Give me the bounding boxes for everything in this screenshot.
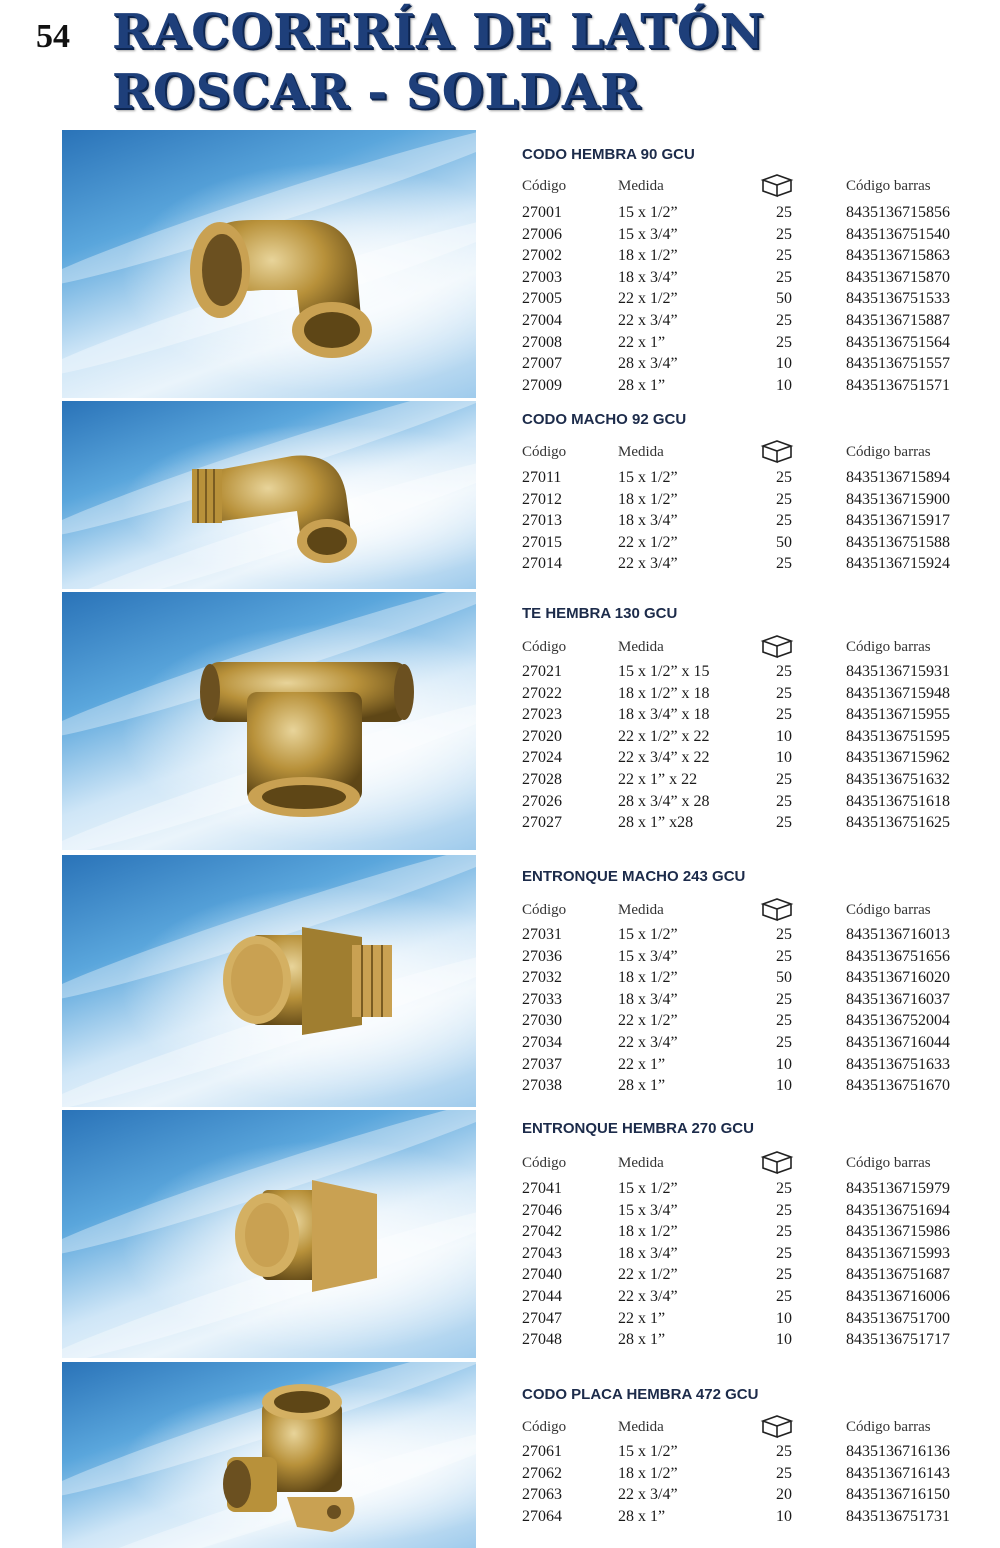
photo-te-hembra	[62, 592, 476, 850]
product-code: 27024	[522, 749, 562, 767]
product-size: 22 x 3/4”	[618, 1486, 678, 1504]
box-quantity: 25	[776, 1012, 792, 1030]
product-size: 28 x 3/4” x 28	[618, 792, 710, 810]
table-row	[518, 1443, 988, 1464]
box-quantity: 20	[776, 1486, 792, 1504]
photo-entronque-hembra	[62, 1110, 476, 1358]
box-quantity: 25	[776, 792, 792, 810]
section-title: ENTRONQUE MACHO 243 GCU	[522, 868, 746, 885]
box-quantity: 25	[776, 247, 792, 265]
product-code: 27032	[522, 969, 562, 987]
tee-fitting-icon	[62, 592, 476, 850]
box-quantity: 25	[776, 490, 792, 508]
barcode: 8435136716013	[846, 926, 950, 943]
photo-entronque-macho	[62, 855, 476, 1107]
product-code: 27011	[522, 469, 562, 486]
table-row	[518, 793, 988, 814]
table-row	[518, 969, 988, 990]
box-quantity: 10	[776, 1077, 792, 1095]
box-icon	[760, 1149, 794, 1175]
col-barcode-header: Código barras	[846, 1155, 931, 1171]
product-code: 27042	[522, 1223, 562, 1241]
product-code: 27033	[522, 990, 562, 1008]
product-size: 22 x 1/2”	[618, 290, 678, 308]
table-row	[518, 926, 988, 947]
product-size: 22 x 1”	[618, 1055, 666, 1073]
page-subtitle: ROSCAR - SOLDAR	[112, 64, 642, 120]
box-icon	[760, 1413, 794, 1439]
box-quantity: 10	[776, 1507, 792, 1525]
product-size: 22 x 1/2”	[618, 1012, 678, 1030]
table-row	[518, 512, 988, 533]
product-size: 28 x 1”	[618, 376, 666, 394]
barcode: 8435136715993	[846, 1244, 950, 1262]
table-row	[518, 814, 988, 835]
col-size-header: Medida	[618, 178, 664, 194]
col-code-header: Código	[522, 639, 567, 655]
barcode: 8435136715931	[846, 663, 950, 680]
product-size: 15 x 3/4”	[618, 225, 678, 243]
col-size-header: Medida	[618, 902, 664, 918]
product-size: 22 x 1”	[618, 333, 666, 351]
box-icon	[760, 896, 794, 922]
product-size: 18 x 1/2”	[618, 1464, 678, 1482]
product-size: 18 x 1/2”	[618, 1223, 678, 1241]
barcode: 8435136715924	[846, 555, 950, 573]
table-header	[518, 902, 988, 923]
col-code-header: Código	[522, 1419, 567, 1435]
section-title: CODO PLACA HEMBRA 472 GCU	[522, 1386, 759, 1403]
product-code: 27064	[522, 1507, 562, 1525]
product-size: 15 x 1/2”	[618, 204, 678, 221]
product-code: 27008	[522, 333, 562, 351]
barcode: 8435136751595	[846, 727, 950, 745]
product-code: 27015	[522, 533, 562, 551]
box-quantity: 25	[776, 1244, 792, 1262]
product-code: 27012	[522, 490, 562, 508]
barcode: 8435136751717	[846, 1331, 950, 1349]
barcode: 8435136751571	[846, 376, 950, 394]
table-row	[518, 1331, 988, 1352]
table-row	[518, 377, 988, 398]
barcode: 8435136751540	[846, 225, 950, 243]
col-barcode-header: Código barras	[846, 639, 931, 655]
table-header	[518, 178, 988, 199]
barcode: 8435136752004	[846, 1012, 950, 1030]
barcode: 8435136751533	[846, 290, 950, 308]
product-code: 27044	[522, 1288, 562, 1305]
product-code: 27020	[522, 727, 562, 745]
product-size: 22 x 1”	[618, 1309, 666, 1327]
table-row	[518, 534, 988, 555]
product-code: 27040	[522, 1266, 562, 1284]
product-size: 28 x 1”	[618, 1077, 666, 1095]
barcode: 8435136715955	[846, 706, 950, 724]
table-row	[518, 247, 988, 268]
box-quantity: 50	[776, 290, 792, 308]
table-row	[518, 948, 988, 969]
product-size: 18 x 3/4”	[618, 1244, 678, 1262]
col-size-header: Medida	[618, 1155, 664, 1171]
product-code: 27030	[522, 1012, 562, 1030]
product-size: 18 x 3/4” x 18	[618, 706, 710, 724]
barcode: 8435136751564	[846, 333, 950, 351]
col-size-header: Medida	[618, 444, 664, 460]
col-barcode-header: Código barras	[846, 1419, 931, 1435]
product-code: 27048	[522, 1331, 562, 1349]
product-code: 27036	[522, 947, 562, 965]
box-quantity: 10	[776, 355, 792, 373]
barcode: 8435136715986	[846, 1223, 950, 1241]
table-row	[518, 1245, 988, 1266]
product-size: 18 x 3/4”	[618, 512, 678, 530]
product-code: 27007	[522, 355, 562, 373]
box-quantity: 25	[776, 947, 792, 965]
col-barcode-header: Código barras	[846, 178, 931, 194]
table-header	[518, 1155, 988, 1176]
barcode: 8435136751687	[846, 1266, 950, 1284]
col-code-header: Código	[522, 444, 567, 460]
section-title: CODO MACHO 92 GCU	[522, 411, 687, 428]
col-code-header: Código	[522, 178, 567, 194]
table-header	[518, 444, 988, 465]
barcode: 8435136716044	[846, 1034, 950, 1051]
product-code: 27023	[522, 706, 562, 724]
product-size: 22 x 1/2” x 22	[618, 727, 710, 745]
table-row	[518, 290, 988, 311]
product-size: 18 x 1/2”	[618, 490, 678, 508]
product-code: 27063	[522, 1486, 562, 1504]
box-quantity: 25	[776, 663, 792, 680]
barcode: 8435136715979	[846, 1180, 950, 1197]
barcode: 8435136715900	[846, 490, 950, 508]
box-quantity: 25	[776, 469, 792, 486]
barcode: 8435136716006	[846, 1288, 950, 1305]
table-row	[518, 1012, 988, 1033]
product-code: 27006	[522, 225, 562, 243]
box-quantity: 25	[776, 268, 792, 286]
box-quantity: 25	[776, 333, 792, 351]
table-row	[518, 991, 988, 1012]
product-code: 27034	[522, 1034, 562, 1051]
barcode: 8435136751618	[846, 792, 950, 810]
barcode: 8435136716020	[846, 969, 950, 987]
box-quantity: 25	[776, 312, 792, 329]
box-quantity: 25	[776, 771, 792, 788]
section-title: CODO HEMBRA 90 GCU	[522, 146, 695, 163]
box-quantity: 25	[776, 1266, 792, 1284]
barcode: 8435136716150	[846, 1486, 950, 1504]
box-quantity: 25	[776, 512, 792, 530]
barcode: 8435136751588	[846, 533, 950, 551]
box-quantity: 25	[776, 1464, 792, 1482]
table-row	[518, 663, 988, 684]
barcode: 8435136715917	[846, 512, 950, 530]
box-quantity: 25	[776, 1034, 792, 1051]
product-code: 27003	[522, 268, 562, 286]
photo-codo-hembra	[62, 130, 476, 398]
box-quantity: 25	[776, 1201, 792, 1219]
barcode: 8435136716037	[846, 990, 950, 1008]
box-icon	[760, 172, 794, 198]
box-quantity: 25	[776, 204, 792, 221]
table-row	[518, 204, 988, 225]
barcode: 8435136715870	[846, 268, 950, 286]
table-row	[518, 706, 988, 727]
table-row	[518, 1077, 988, 1098]
box-quantity: 10	[776, 1331, 792, 1349]
product-size: 18 x 1/2”	[618, 247, 678, 265]
box-quantity: 25	[776, 926, 792, 943]
product-size: 15 x 1/2”	[618, 469, 678, 486]
product-size: 15 x 1/2”	[618, 1443, 678, 1460]
product-size: 15 x 1/2” x 15	[618, 663, 710, 680]
box-quantity: 25	[776, 814, 792, 832]
box-quantity: 25	[776, 990, 792, 1008]
table-row	[518, 1465, 988, 1486]
box-quantity: 25	[776, 225, 792, 243]
table-row	[518, 312, 988, 333]
barcode: 8435136751694	[846, 1201, 950, 1219]
photo-codo-macho	[62, 401, 476, 589]
box-quantity: 10	[776, 727, 792, 745]
product-size: 22 x 3/4”	[618, 555, 678, 573]
product-size: 22 x 3/4”	[618, 1034, 678, 1051]
barcode: 8435136751633	[846, 1055, 950, 1073]
product-code: 27038	[522, 1077, 562, 1095]
product-code: 27047	[522, 1309, 562, 1327]
product-code: 27001	[522, 204, 562, 221]
product-code: 27005	[522, 290, 562, 308]
product-code: 27037	[522, 1055, 562, 1073]
box-quantity: 25	[776, 684, 792, 702]
product-code: 27004	[522, 312, 562, 329]
box-quantity: 25	[776, 1443, 792, 1460]
table-header	[518, 639, 988, 660]
product-size: 22 x 3/4”	[618, 312, 678, 329]
box-quantity: 25	[776, 1180, 792, 1197]
barcode: 8435136751632	[846, 771, 950, 788]
barcode: 8435136716136	[846, 1443, 950, 1460]
table-row	[518, 269, 988, 290]
barcode: 8435136715856	[846, 204, 950, 221]
table-row	[518, 728, 988, 749]
page-title: RACORERÍA DE LATÓN	[112, 4, 765, 60]
col-size-header: Medida	[618, 1419, 664, 1435]
table-row	[518, 1034, 988, 1055]
barcode: 8435136715948	[846, 684, 950, 702]
product-size: 28 x 3/4”	[618, 355, 678, 373]
table-row	[518, 334, 988, 355]
product-code: 27022	[522, 684, 562, 702]
product-size: 15 x 1/2”	[618, 926, 678, 943]
product-size: 18 x 3/4”	[618, 268, 678, 286]
product-code: 27013	[522, 512, 562, 530]
product-code: 27062	[522, 1464, 562, 1482]
product-size: 15 x 3/4”	[618, 1201, 678, 1219]
col-code-header: Código	[522, 1155, 567, 1171]
box-quantity: 50	[776, 969, 792, 987]
table-row	[518, 1266, 988, 1287]
box-icon	[760, 633, 794, 659]
box-quantity: 10	[776, 749, 792, 767]
product-code: 27031	[522, 926, 562, 943]
barcode: 8435136715894	[846, 469, 950, 486]
barcode: 8435136715962	[846, 749, 950, 767]
box-quantity: 50	[776, 533, 792, 551]
col-code-header: Código	[522, 902, 567, 918]
union-male-fitting-icon	[62, 855, 476, 1107]
box-icon	[760, 438, 794, 464]
product-code: 27014	[522, 555, 562, 573]
product-size: 22 x 3/4” x 22	[618, 749, 710, 767]
table-row	[518, 491, 988, 512]
barcode: 8435136715887	[846, 312, 950, 329]
product-code: 27046	[522, 1201, 562, 1219]
box-quantity: 10	[776, 376, 792, 394]
table-header	[518, 1419, 988, 1440]
product-code: 27021	[522, 663, 562, 680]
barcode: 8435136751670	[846, 1077, 950, 1095]
box-quantity: 25	[776, 555, 792, 573]
product-size: 15 x 1/2”	[618, 1180, 678, 1197]
box-quantity: 25	[776, 1288, 792, 1305]
barcode: 8435136751625	[846, 814, 950, 832]
col-size-header: Medida	[618, 639, 664, 655]
barcode: 8435136751731	[846, 1507, 950, 1525]
product-size: 28 x 1”	[618, 1507, 666, 1525]
table-row	[518, 469, 988, 490]
section-title: ENTRONQUE HEMBRA 270 GCU	[522, 1120, 754, 1137]
product-size: 28 x 1” x28	[618, 814, 694, 832]
box-quantity: 10	[776, 1309, 792, 1327]
product-size: 28 x 1”	[618, 1331, 666, 1349]
product-code: 27027	[522, 814, 562, 832]
product-size: 22 x 1” x 22	[618, 771, 698, 788]
product-code: 27043	[522, 1244, 562, 1262]
photo-codo-placa	[62, 1362, 476, 1548]
barcode: 8435136716143	[846, 1464, 950, 1482]
product-size: 22 x 1/2”	[618, 533, 678, 551]
col-barcode-header: Código barras	[846, 444, 931, 460]
product-size: 18 x 1/2”	[618, 969, 678, 987]
table-row	[518, 355, 988, 376]
product-code: 27009	[522, 376, 562, 394]
product-code: 27061	[522, 1443, 562, 1460]
table-row	[518, 226, 988, 247]
table-row	[518, 1288, 988, 1309]
table-row	[518, 771, 988, 792]
product-code: 27026	[522, 792, 562, 810]
col-barcode-header: Código barras	[846, 902, 931, 918]
page-number: 54	[36, 18, 70, 55]
product-code: 27028	[522, 771, 562, 788]
table-row	[518, 555, 988, 576]
table-row	[518, 685, 988, 706]
product-size: 18 x 1/2” x 18	[618, 684, 710, 702]
union-female-fitting-icon	[62, 1110, 476, 1358]
barcode: 8435136751557	[846, 355, 950, 373]
table-row	[518, 1180, 988, 1201]
wall-plate-elbow-icon	[62, 1362, 476, 1548]
box-quantity: 25	[776, 706, 792, 724]
product-size: 15 x 3/4”	[618, 947, 678, 965]
section-title: TE HEMBRA 130 GCU	[522, 605, 678, 622]
product-size: 22 x 3/4”	[618, 1288, 678, 1305]
barcode: 8435136715863	[846, 247, 950, 265]
barcode: 8435136751656	[846, 947, 950, 965]
product-code: 27002	[522, 247, 562, 265]
table-row	[518, 1056, 988, 1077]
table-row	[518, 1310, 988, 1331]
box-quantity: 10	[776, 1055, 792, 1073]
barcode: 8435136751700	[846, 1309, 950, 1327]
table-row	[518, 1508, 988, 1529]
elbow-fitting-icon	[62, 130, 476, 398]
table-row	[518, 1486, 988, 1507]
product-size: 22 x 1/2”	[618, 1266, 678, 1284]
product-code: 27041	[522, 1180, 562, 1197]
elbow-male-fitting-icon	[62, 401, 476, 589]
product-size: 18 x 3/4”	[618, 990, 678, 1008]
table-row	[518, 749, 988, 770]
table-row	[518, 1223, 988, 1244]
box-quantity: 25	[776, 1223, 792, 1241]
table-row	[518, 1202, 988, 1223]
